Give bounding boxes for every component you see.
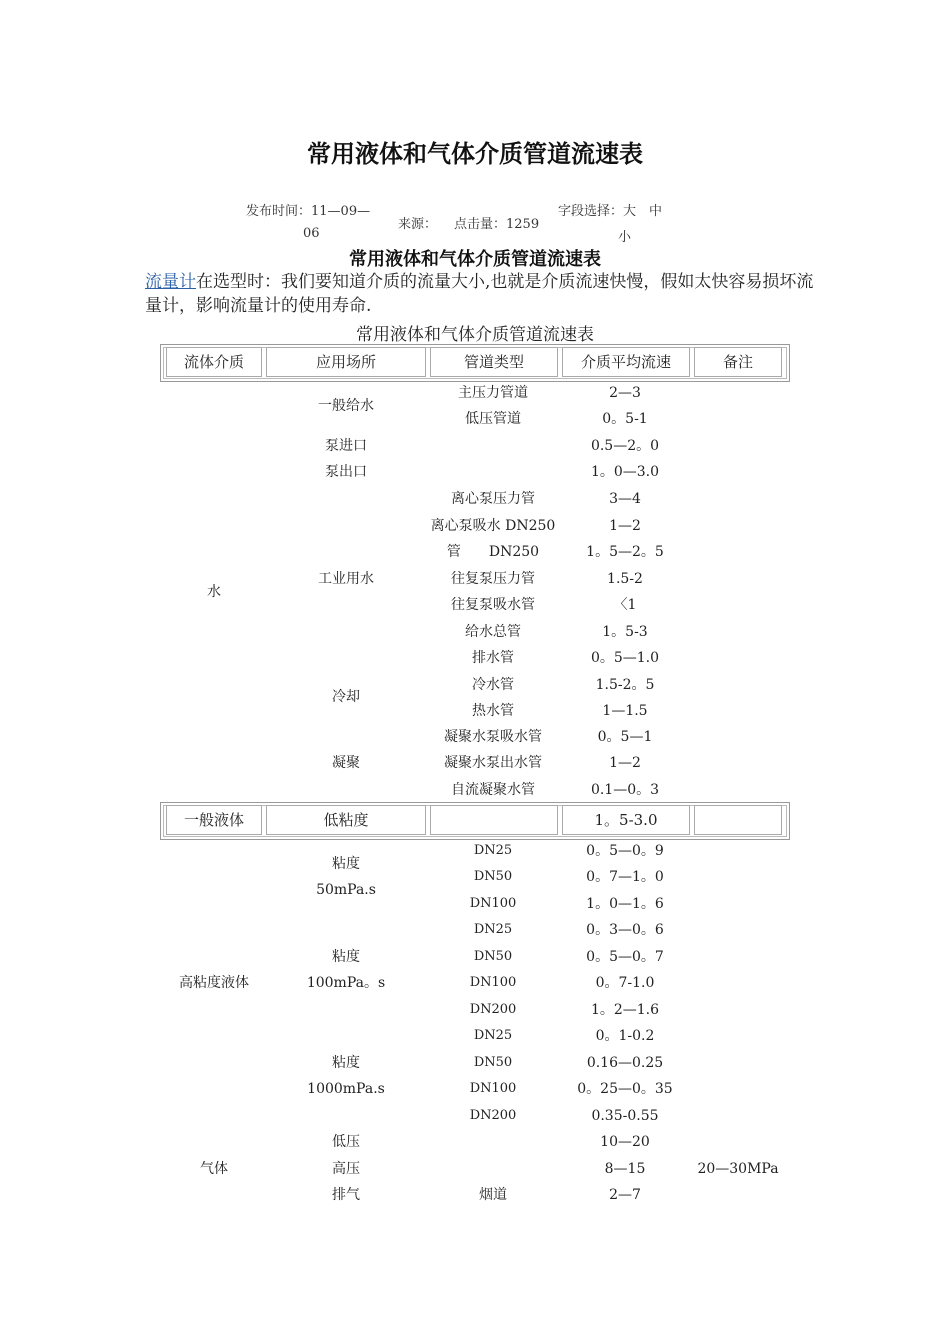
intro-text: 在选型时：我们要知道介质的流量大小,也就是介质流速快慢，假如太快容易损坏流量计，影响流量计的使用寿命. (145, 272, 814, 316)
speed-cell: 10—20 (600, 1134, 650, 1150)
medium-high-viscosity: 高粘度液体 (179, 975, 249, 991)
pipe-reciprocating-suction: 往复泵吸水管 (451, 597, 535, 613)
pipe-empty (430, 805, 558, 835)
pipe-cold-water: 冷水管 (472, 677, 514, 693)
speed-cell: 1.5-2 (607, 571, 643, 587)
speed-cell: 〈1 (613, 597, 637, 613)
click-count: 点击量：1259 (454, 217, 540, 232)
speed-cell: 0.1—0。3 (590, 782, 660, 798)
speed-cell: 1—1.5 (602, 703, 648, 719)
pipe-flue: 烟道 (479, 1187, 507, 1203)
pipe-dn250: 管 DN250 (446, 544, 540, 560)
place-cooling: 冷却 (332, 689, 360, 705)
font-size-small[interactable]: 小 (618, 230, 632, 245)
note-gas: 20—30MPa (697, 1161, 779, 1177)
speed-cell: 2—7 (609, 1187, 641, 1203)
header-place: 应用场所 (266, 347, 426, 377)
medium-water: 水 (207, 584, 221, 600)
pipe-gravity-condensate: 自流凝聚水管 (451, 782, 535, 798)
pipe-size: DN50 (473, 869, 513, 884)
place-low-viscosity: 低粘度 (266, 805, 426, 835)
place-pump-inlet: 泵进口 (325, 438, 367, 454)
speed-cell: 1—2 (609, 518, 641, 534)
speed-cell: 0。5—0。7 (586, 949, 664, 965)
speed-cell: 0.16—0.25 (586, 1055, 664, 1071)
medium-gas: 气体 (200, 1161, 228, 1177)
pipe-size: DN100 (469, 1081, 517, 1096)
header-speed: 介质平均流速 (562, 347, 690, 377)
pipe-condensate-suction: 凝聚水泵吸水管 (444, 729, 542, 745)
place-viscosity-100: 粘度 (332, 949, 360, 965)
pipe-centrifugal-pressure: 离心泵压力管 (451, 491, 535, 507)
pipe-size: DN200 (469, 1108, 517, 1123)
publish-time: 发布时间：11—09— (246, 204, 371, 219)
table-caption: 常用液体和气体介质管道流速表 (356, 325, 594, 345)
speed-cell: 3—4 (609, 491, 641, 507)
font-size-selector[interactable]: 字段选择：大 中 (558, 204, 663, 219)
pipe-reciprocating-pressure: 往复泵压力管 (451, 571, 535, 587)
medium-general-liquid: 一般液体 (166, 805, 262, 835)
speed-cell: 0。7-1.0 (595, 975, 655, 991)
place-viscosity-50: 粘度 (332, 856, 360, 872)
pipe-size: DN50 (473, 949, 513, 964)
subtitle: 常用液体和气体介质管道流速表 (349, 249, 601, 270)
place-general-supply: 一般给水 (318, 398, 374, 414)
pipe-size: DN100 (469, 975, 517, 990)
place-condensation: 凝聚 (332, 755, 360, 771)
speed-cell: 1—2 (609, 755, 641, 771)
pipe-main-supply: 给水总管 (465, 624, 521, 640)
pipe-size: DN100 (469, 896, 517, 911)
place-viscosity-100-unit: 100mPa。s (306, 975, 386, 991)
speed-cell: 0。7—1。0 (586, 869, 664, 885)
place-exhaust: 排气 (332, 1187, 360, 1203)
place-high-pressure: 高压 (332, 1161, 360, 1177)
place-low-pressure: 低压 (332, 1134, 360, 1150)
place-viscosity-1000-unit: 1000mPa.s (307, 1081, 385, 1097)
pipe-main-pressure: 主压力管道 (458, 385, 528, 401)
page-title: 常用液体和气体介质管道流速表 (307, 140, 643, 168)
pipe-size: DN200 (469, 1002, 517, 1017)
speed-cell: 0。25—0。35 (577, 1081, 673, 1097)
speed-cell: 0。3—0。6 (586, 922, 664, 938)
note-empty (694, 805, 782, 835)
speed-cell: 0。5-1 (602, 411, 648, 427)
pipe-size: DN25 (473, 843, 513, 858)
header-medium: 流体介质 (166, 347, 262, 377)
speed-cell: 1。0—3.0 (590, 464, 660, 480)
publish-time-tail: 06 (303, 226, 320, 241)
speed-cell: 0.35-0.55 (591, 1108, 659, 1124)
pipe-low-pressure: 低压管道 (465, 411, 521, 427)
pipe-size: DN25 (473, 1028, 513, 1043)
header-note: 备注 (694, 347, 782, 377)
pipe-size: DN25 (473, 922, 513, 937)
place-viscosity-50-unit: 50mPa.s (316, 882, 376, 898)
speed-cell: 1.5-2。5 (595, 677, 655, 693)
pipe-condensate-outlet: 凝聚水泵出水管 (444, 755, 542, 771)
pipe-centrifugal-suction: 离心泵吸水 DN250 (430, 518, 556, 534)
pipe-drain: 排水管 (472, 650, 514, 666)
speed-general-liquid: 1。5-3.0 (562, 805, 690, 835)
speed-cell: 0。1-0.2 (595, 1028, 655, 1044)
speed-cell: 0.5—2。0 (590, 438, 660, 454)
speed-cell: 1。5-3 (602, 624, 648, 640)
place-pump-outlet: 泵出口 (325, 464, 367, 480)
speed-cell: 2—3 (609, 385, 641, 401)
speed-cell: 1。2—1.6 (590, 1002, 660, 1018)
place-viscosity-1000: 粘度 (332, 1055, 360, 1071)
speed-cell: 1。0—1。6 (586, 896, 664, 912)
flowmeter-link[interactable]: 流量计 (145, 272, 196, 292)
intro-paragraph (145, 270, 815, 318)
speed-cell: 0。5—0。9 (586, 843, 664, 859)
speed-cell: 0。5—1 (597, 729, 653, 745)
pipe-size: DN50 (473, 1055, 513, 1070)
place-industrial-water: 工业用水 (318, 571, 374, 587)
source-label: 来源： (398, 217, 438, 232)
speed-cell: 8—15 (604, 1161, 646, 1177)
speed-cell: 0。5—1.0 (590, 650, 660, 666)
speed-cell: 1。5—2。5 (586, 544, 664, 560)
pipe-hot-water: 热水管 (472, 703, 514, 719)
header-pipe-type: 管道类型 (430, 347, 558, 377)
